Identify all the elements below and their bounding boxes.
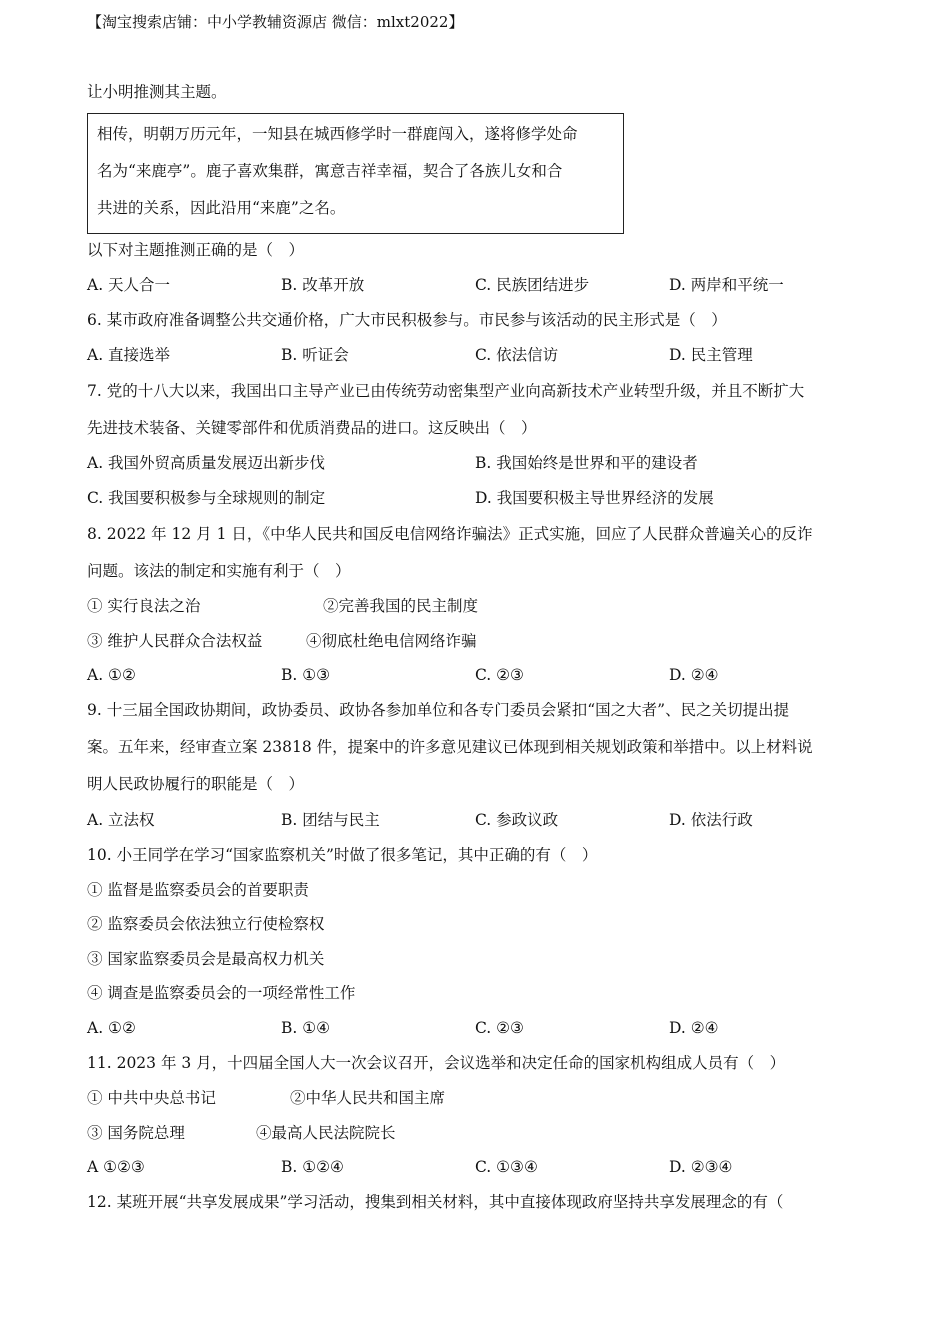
q8-option-a[interactable]: A. ①② [87,666,136,684]
q8-item-3: ③ 维护人民群众合法权益 [87,632,263,650]
q7-stem-line: 7. 党的十八大以来，我国出口主导产业已由传统劳动密集型产业向高新技术产业转型升级，并且不断扩大 [87,382,805,400]
q7-stem-line: 先进技术装备、关键零部件和优质消费品的进口。这反映出（ ） [87,419,537,437]
q5-option-a[interactable]: A. 天人合一 [87,276,171,294]
q10-stem: 10. 小王同学在学习“国家监察机关”时做了很多笔记，其中正确的有（ ） [87,846,598,864]
q9-option-b[interactable]: B. 团结与民主 [281,811,380,829]
q10-option-d[interactable]: D. ②④ [669,1019,719,1037]
q6-option-b[interactable]: B. 听证会 [281,346,349,364]
q5-passage-line: 共进的关系，因此沿用“来鹿”之名。 [97,199,346,217]
q8-option-d[interactable]: D. ②④ [669,666,719,684]
q11-option-c[interactable]: C. ①③④ [475,1158,538,1176]
q8-stem-line: 8. 2022 年 12 月 1 日，《中华人民共和国反电信网络诈骗法》正式实施，回应了人民群众普遍关心的反诈 [87,525,813,543]
q8-item-4: ④彻底杜绝电信网络诈骗 [306,632,477,650]
q6-option-d[interactable]: D. 民主管理 [669,346,753,364]
q5-intro: 让小明推测其主题。 [87,83,227,101]
q5-stem: 以下对主题推测正确的是（ ） [87,241,305,259]
q11-option-b[interactable]: B. ①②④ [281,1158,344,1176]
q10-option-a[interactable]: A. ①② [87,1019,136,1037]
q10-item-4: ④ 调查是监察委员会的一项经常性工作 [87,984,356,1002]
q11-item-3: ③ 国务院总理 [87,1124,185,1142]
q8-item-1: ① 实行良法之治 [87,597,201,615]
q11-item-1: ① 中共中央总书记 [87,1089,216,1107]
q10-item-1: ① 监督是监察委员会的首要职责 [87,881,309,899]
q11-option-d[interactable]: D. ②③④ [669,1158,733,1176]
page-header: 【淘宝搜索店铺：中小学教辅资源店 微信：mlxt2022】 [87,13,464,31]
q7-option-c[interactable]: C. 我国要积极参与全球规则的制定 [87,489,326,507]
q5-option-d[interactable]: D. 两岸和平统一 [669,276,784,294]
q7-option-a[interactable]: A. 我国外贸高质量发展迈出新步伐 [87,454,326,472]
q9-stem-line: 9. 十三届全国政协期间，政协委员、政协各参加单位和各专门委员会紧扣“国之大者”、民之关切提出提 [87,701,790,719]
q10-option-c[interactable]: C. ②③ [475,1019,524,1037]
q10-item-3: ③ 国家监察委员会是最高权力机关 [87,950,325,968]
q5-passage-box [87,113,624,234]
q11-stem: 11. 2023 年 3 月，十四届全国人大一次会议召开，会议选举和决定任命的国家机构组成人员有（ ） [87,1054,786,1072]
q5-passage-line: 名为“来鹿亭”。鹿子喜欢集群，寓意吉祥幸福，契合了各族儿女和合 [97,162,563,180]
q12-stem: 12. 某班开展“共享发展成果”学习活动，搜集到相关材料，其中直接体现政府坚持共享发展理念的有（ [87,1193,784,1211]
q6-stem: 6. 某市政府准备调整公共交通价格，广大市民积极参与。市民参与该活动的民主形式是（ ） [87,311,727,329]
q9-option-c[interactable]: C. 参政议政 [475,811,559,829]
q11-item-4: ④最高人民法院院长 [256,1124,396,1142]
q11-option-a[interactable]: A ①②③ [87,1158,145,1176]
q7-option-d[interactable]: D. 我国要积极主导世界经济的发展 [475,489,714,507]
q11-item-2: ②中华人民共和国主席 [290,1089,446,1107]
q9-stem-line: 明人民政协履行的职能是（ ） [87,775,305,793]
q7-option-b[interactable]: B. 我国始终是世界和平的建设者 [475,454,698,472]
q10-option-b[interactable]: B. ①④ [281,1019,331,1037]
q8-stem-line: 问题。该法的制定和实施有利于（ ） [87,562,351,580]
q5-option-c[interactable]: C. 民族团结进步 [475,276,590,294]
q9-stem-line: 案。五年来，经审查立案 23818 件，提案中的许多意见建议已体现到相关规划政策和举措中。以上材料说 [87,738,813,756]
q10-item-2: ② 监察委员会依法独立行使检察权 [87,915,325,933]
q6-option-a[interactable]: A. 直接选举 [87,346,171,364]
q5-option-b[interactable]: B. 改革开放 [281,276,365,294]
q8-option-b[interactable]: B. ①③ [281,666,331,684]
q8-option-c[interactable]: C. ②③ [475,666,524,684]
q8-item-2: ②完善我国的民主制度 [323,597,479,615]
q9-option-a[interactable]: A. 立法权 [87,811,155,829]
q6-option-c[interactable]: C. 依法信访 [475,346,559,364]
q9-option-d[interactable]: D. 依法行政 [669,811,753,829]
q5-passage-line: 相传，明朝万历元年，一知县在城西修学时一群鹿闯入，遂将修学处命 [97,125,578,143]
